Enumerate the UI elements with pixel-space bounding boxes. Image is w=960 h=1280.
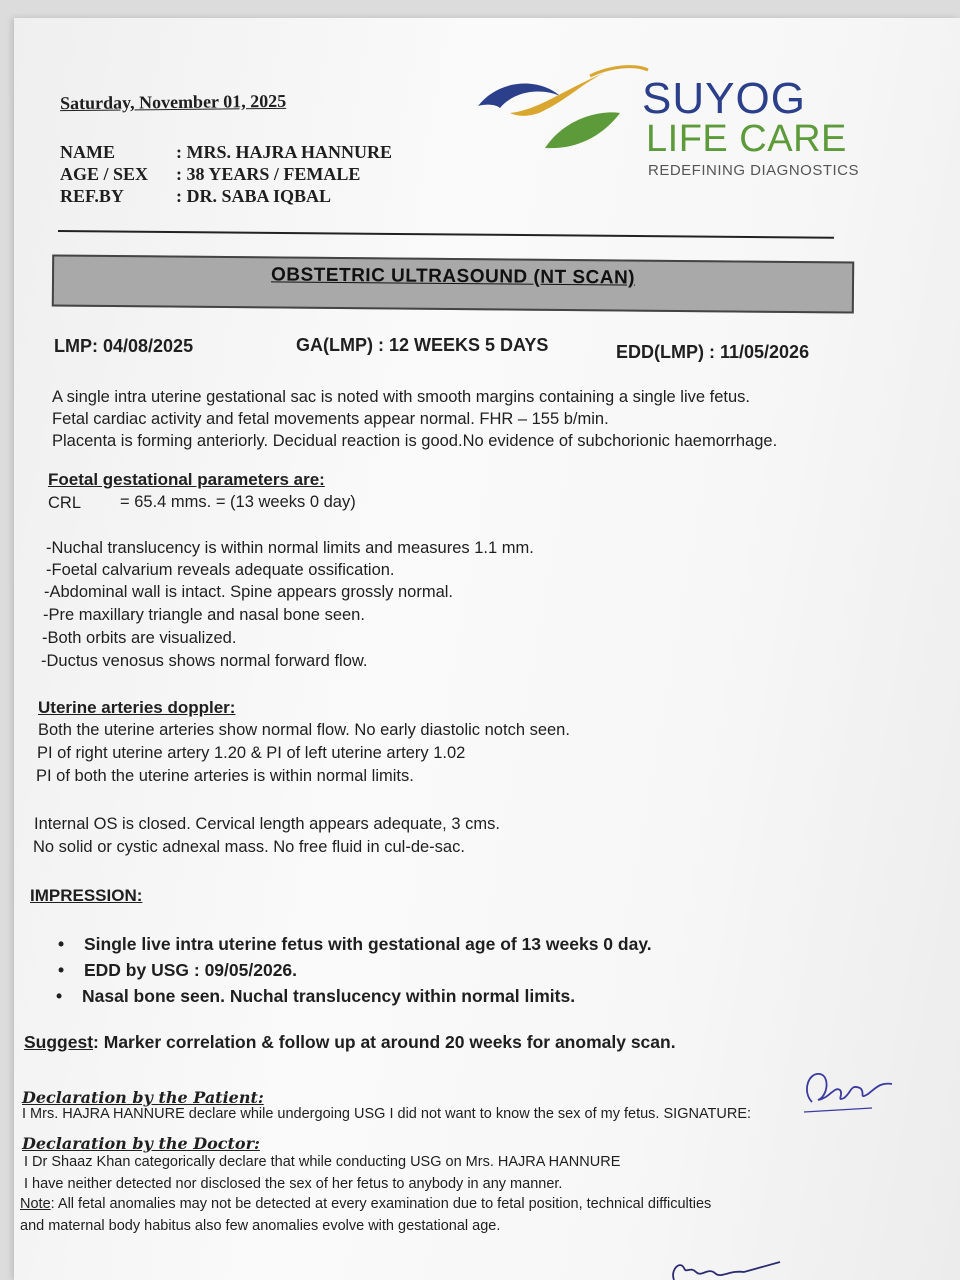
report-title-bar: [52, 255, 854, 314]
observation-line: -Abdominal wall is intact. Spine appears grossly normal.: [44, 583, 454, 601]
lmp-date: LMP: 04/08/2025: [54, 336, 194, 356]
impression-item: [58, 934, 652, 955]
logo-name-line1: SUYOG: [642, 74, 806, 123]
logo-tagline: REDEFINING DIAGNOSTICS: [648, 162, 860, 179]
impression-item: [58, 960, 297, 981]
observation-line: -Ductus venosus shows normal forward flow.: [41, 652, 368, 670]
patient-ref-value: : DR. SABA IQBAL: [176, 186, 332, 206]
impression-item: [56, 986, 575, 1007]
doppler-line: PI of right uterine artery 1.20 & PI of left uterine artery 1.02: [37, 744, 466, 762]
doctor-declaration-line: I Dr Shaaz Khan categorically declare that while conducting USG on Mrs. HAJRA HANNURE: [24, 1154, 621, 1170]
impression-heading: IMPRESSION:: [30, 886, 143, 905]
patient-declaration-heading: Declaration by the Patient:: [22, 1088, 264, 1107]
observation-line: -Foetal calvarium reveals adequate ossification.: [46, 561, 395, 579]
observation-line: -Pre maxillary triangle and nasal bone seen.: [43, 606, 365, 624]
patient-ref-label: REF.BY: [60, 186, 124, 206]
doctor-signature-icon: [660, 1252, 790, 1280]
doppler-line: PI of both the uterine arteries is within normal limits.: [36, 767, 414, 785]
suggest-text: : Marker correlation & follow up at around 20 weeks for anomaly scan.: [93, 1032, 676, 1052]
doppler-line: Both the uterine arteries show normal flow. No early diastolic notch seen.: [38, 721, 570, 739]
crl-value: = 65.4 mms. = (13 weeks 0 day): [120, 493, 356, 511]
leaf-logo-icon: [470, 58, 650, 158]
patient-age-value: : 38 YEARS / FEMALE: [176, 164, 361, 184]
report-title: OBSTETRIC ULTRASOUND (NT SCAN): [270, 264, 636, 289]
note-text: : All fetal anomalies may not be detected at every examination due to fetal position, technical difficulties: [50, 1196, 712, 1212]
impression-text: Nasal bone seen. Nuchal translucency within normal limits.: [82, 986, 576, 1006]
doctor-declaration-heading: Declaration by the Doctor:: [22, 1134, 260, 1153]
bullet-icon: •: [58, 960, 65, 980]
patient-ref-row: [60, 186, 331, 207]
patient-name-row: [60, 142, 392, 163]
patient-name-value: : MRS. HAJRA HANNURE: [176, 142, 392, 162]
patient-name-label: NAME: [60, 142, 115, 162]
observation-line: -Both orbits are visualized.: [42, 629, 237, 647]
cervix-line: No solid or cystic adnexal mass. No free fluid in cul-de-sac.: [33, 838, 465, 856]
ga-lmp: GA(LMP) : 12 WEEKS 5 DAYS: [296, 335, 549, 355]
note-label: Note: [20, 1196, 51, 1212]
suggest-label: Suggest: [24, 1032, 94, 1052]
finding-line: A single intra uterine gestational sac is noted with smooth margins containing a single live fetus.: [52, 388, 750, 406]
report-date: Saturday, November 01, 2025: [59, 90, 287, 114]
finding-line: Fetal cardiac activity and fetal movements appear normal. FHR – 155 b/min.: [52, 410, 609, 428]
logo-name-line2: LIFE CARE: [646, 118, 847, 160]
foetal-params-heading: Foetal gestational parameters are:: [48, 470, 325, 489]
crl-label: CRL: [48, 494, 82, 512]
cervix-line: Internal OS is closed. Cervical length appears adequate, 3 cms.: [34, 815, 500, 833]
bullet-icon: •: [56, 986, 63, 1006]
edd-lmp: EDD(LMP) : 11/05/2026: [616, 342, 810, 362]
note-row: [20, 1196, 711, 1212]
observation-line: -Nuchal translucency is within normal limits and measures 1.1 mm.: [46, 539, 534, 557]
bullet-icon: •: [58, 934, 65, 954]
patient-age-label: AGE / SEX: [60, 164, 149, 184]
patient-signature-icon: [800, 1062, 900, 1122]
impression-text: EDD by USG : 09/05/2026.: [84, 960, 298, 980]
doctor-declaration-line: I have neither detected nor disclosed the sex of her fetus to anybody in any manner.: [24, 1176, 563, 1192]
doppler-heading: Uterine arteries doppler:: [38, 698, 236, 717]
patient-age-row: [60, 164, 360, 185]
finding-line: Placenta is forming anteriorly. Decidual reaction is good.No evidence of subchorionic haemorrhage.: [52, 432, 778, 450]
patient-declaration-text: I Mrs. HAJRA HANNURE declare while undergoing USG I did not want to know the sex of my fetus. SIGNATURE:: [22, 1106, 752, 1122]
suggest-row: [24, 1032, 676, 1053]
impression-text: Single live intra uterine fetus with gestational age of 13 weeks 0 day.: [84, 934, 652, 954]
note-line: and maternal body habitus also few anomalies evolve with gestational age.: [20, 1218, 501, 1234]
